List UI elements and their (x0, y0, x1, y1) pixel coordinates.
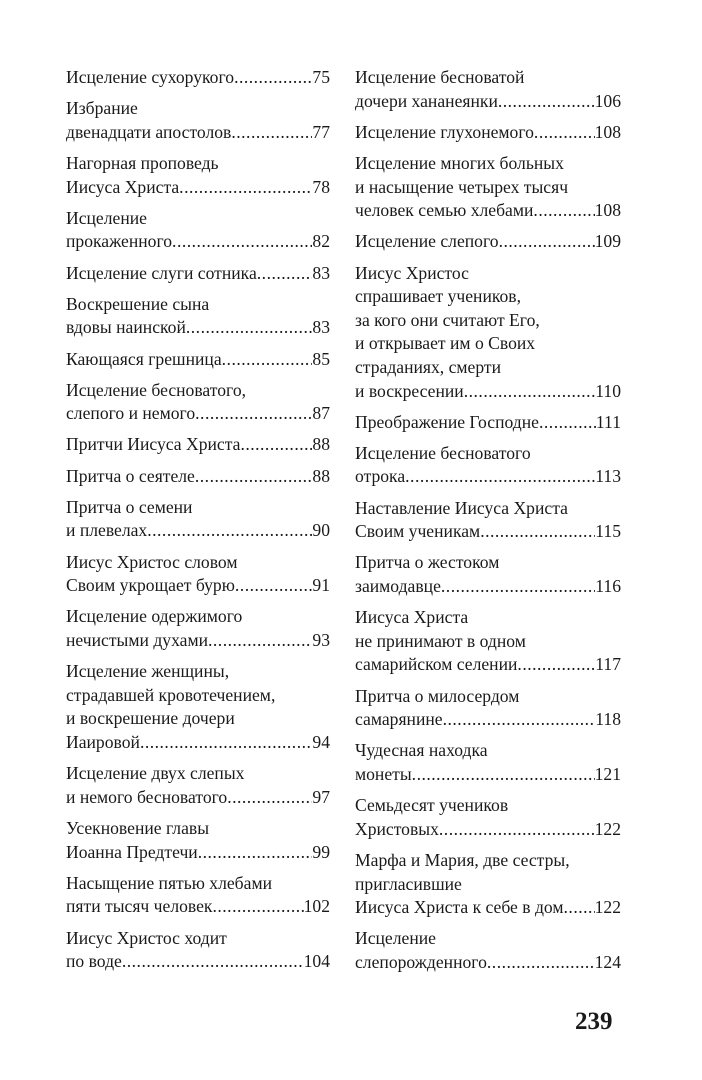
toc-entry-title-line: Иисус Христос ходит (66, 927, 227, 948)
dot-leader (443, 708, 596, 732)
toc-entry-title-line: Исцеление (355, 928, 436, 949)
toc-entry-page: 91 (312, 575, 330, 596)
toc-entry-page: 111 (595, 411, 621, 432)
dot-leader (227, 786, 312, 810)
dot-leader (172, 230, 312, 254)
toc-entry (355, 442, 621, 489)
dot-leader (539, 411, 596, 435)
toc-entry-last-line (66, 262, 330, 286)
toc-entry (355, 497, 621, 544)
dot-leader (186, 316, 313, 340)
toc-entry (355, 262, 621, 404)
toc-entry-last-line (355, 121, 621, 145)
toc-entry (66, 465, 330, 489)
toc-entry-title-line: Христовых (355, 818, 439, 839)
toc-entry-title-line: Кающаяся грешница (66, 348, 222, 369)
toc-entry (355, 121, 621, 145)
toc-entry-title-line: Исцеление женщины, (66, 661, 230, 682)
toc-entry-title-line: страдавшей кровотечением, (66, 684, 276, 705)
dot-leader (235, 574, 313, 598)
toc-entry-last-line (355, 708, 621, 732)
toc-entry-title-line: Исцеление многих больных (355, 152, 564, 173)
toc-entry-title-line: вдовы наинской (66, 317, 186, 338)
toc-entry-title-line: Иоанна Предтечи (66, 841, 198, 862)
toc-entry-page: 85 (312, 348, 330, 369)
toc-entry (355, 849, 621, 920)
dot-leader (198, 841, 313, 865)
toc-entry-title-line: Притча о милосердом (355, 685, 520, 706)
toc-entry-last-line (66, 316, 330, 340)
toc-entry-page: 104 (303, 951, 330, 972)
toc-entry-last-line (66, 786, 330, 810)
toc-entry-title-line: Исцеление бесноватой (355, 67, 525, 87)
dot-leader (412, 763, 595, 787)
toc-entry (66, 207, 330, 254)
toc-entry-page: 88 (312, 434, 330, 455)
toc-entry (66, 551, 330, 598)
toc-entry-last-line (355, 951, 621, 975)
toc-entry-page: 115 (595, 521, 621, 542)
toc-entry-page: 121 (594, 763, 621, 784)
toc-entry-last-line (355, 380, 621, 404)
dot-leader (179, 176, 312, 200)
toc-entry-title-line: Воскрешение сына (66, 293, 210, 314)
toc-entry-page: 117 (595, 654, 621, 675)
toc-entry-page: 97 (312, 786, 330, 807)
toc-entry-title-line: Иисус Христос словом (66, 551, 238, 572)
toc-entry-last-line (66, 895, 330, 919)
dot-leader (499, 230, 595, 254)
toc-entry-title-line: Притча о сеятеле (66, 465, 195, 486)
toc-entry-title-line: не принимают в одном (355, 630, 526, 651)
toc-entry-page: 116 (595, 576, 621, 597)
toc-entry-title-line: Притча о жестоком (355, 552, 500, 573)
toc-entry-last-line (66, 629, 330, 653)
toc-entry (66, 66, 330, 90)
toc-entry-last-line (66, 433, 330, 457)
toc-entry-page: 108 (594, 121, 621, 142)
toc-entry-page: 99 (312, 841, 330, 862)
toc-entry-title-line: человек семью хлебами (355, 200, 534, 221)
toc-entry (66, 817, 330, 864)
toc-entry-title-line: Марфа и Мария, две сестры, (355, 849, 570, 870)
dot-leader (231, 121, 312, 145)
toc-entry-last-line (66, 176, 330, 200)
toc-entry-title-line: и открывает им о Своих (355, 333, 536, 354)
toc-entry-page: 78 (312, 176, 330, 197)
toc-entry-page: 93 (312, 630, 330, 650)
toc-entry-title-line: Преображение Господне (355, 411, 539, 432)
toc-right-column (355, 66, 621, 982)
toc-entry-title-line: заимодавце (355, 576, 441, 597)
toc-entry-last-line (355, 896, 621, 920)
toc-entry (66, 152, 330, 199)
toc-entry-last-line (66, 519, 330, 543)
toc-entry (355, 411, 621, 435)
toc-entry-title-line: Исцеление глухонемого (355, 121, 534, 142)
toc-entry (355, 927, 621, 974)
toc-entry (66, 433, 330, 457)
toc-entry (355, 685, 621, 732)
toc-entry-title-line: Иисуса Христа (66, 176, 180, 197)
toc-entry-last-line (355, 763, 621, 787)
dot-leader (517, 653, 595, 677)
toc-entry-title-line: двенадцати апостолов (66, 121, 232, 142)
toc-entry-title-line: Исцеление одержимого (66, 606, 243, 627)
toc-entry-title-line: Насыщение пятью хлебами (66, 872, 272, 893)
dot-leader (498, 90, 595, 114)
toc-entry-title-line: Исцеление (66, 207, 147, 228)
toc-entry-title-line: Своим ученикам (355, 521, 481, 542)
dot-leader (534, 121, 595, 145)
dot-leader (195, 402, 312, 426)
toc-entry-title-line: Иисуса Христа к себе в дом (355, 897, 564, 918)
toc-entry-page: 77 (312, 121, 330, 142)
dot-leader (208, 629, 312, 653)
toc-entry-title-line: и плевелах (66, 520, 148, 541)
toc-entry-page: 109 (594, 231, 621, 252)
toc-entry-title-line: самарийском селении (355, 654, 518, 675)
dot-leader (222, 348, 313, 372)
dot-leader (564, 896, 595, 920)
toc-entry-title-line: Чудесная находка (355, 740, 488, 761)
toc-entry (66, 97, 330, 144)
toc-entry (66, 605, 330, 652)
toc-entry-last-line (66, 731, 330, 755)
toc-entry-last-line (66, 950, 330, 974)
toc-entry-page: 83 (312, 317, 330, 338)
toc-entry (66, 379, 330, 426)
toc-entry-title-line: и немого бесноватого (66, 786, 228, 807)
toc-entry (66, 660, 330, 754)
toc-entry-title-line: Притчи Иисуса Христа (66, 434, 241, 455)
toc-entry (66, 348, 330, 372)
toc-entry-title-line: прокаженного (66, 231, 173, 252)
toc-entry-title-line: Исцеление слепого (355, 231, 499, 252)
dot-leader (405, 465, 595, 489)
toc-entry-page: 108 (594, 200, 621, 221)
toc-entry-title-line: пригласившие (355, 873, 462, 894)
toc-entry (355, 739, 621, 786)
dot-leader (439, 818, 595, 842)
toc-entry (355, 794, 621, 841)
toc-entry-last-line (355, 818, 621, 842)
toc-entry-title-line: спрашивает учеников, (355, 286, 522, 307)
toc-entry (66, 872, 330, 919)
toc-entry-last-line (66, 121, 330, 145)
dot-leader (195, 465, 313, 489)
toc-entry (355, 230, 621, 254)
toc-entry-last-line (355, 465, 621, 489)
toc-entry-title-line: пяти тысяч человек (66, 896, 213, 917)
toc-entry-page: 90 (312, 520, 330, 541)
toc-entry-last-line (355, 411, 621, 435)
toc-entry-title-line: Иисуса Христа (355, 607, 469, 628)
toc-entry-last-line (66, 465, 330, 489)
toc-entry-last-line (66, 66, 330, 90)
dot-leader (257, 262, 313, 286)
dot-leader (487, 951, 595, 975)
toc-entry-title-line: Наставление Иисуса Христа (355, 497, 568, 518)
toc-entry-title-line: Усекновение главы (66, 817, 210, 838)
toc-entry-last-line (66, 841, 330, 865)
toc-entry-title-line: Избрание (66, 98, 138, 119)
toc-entry-last-line (355, 653, 621, 677)
toc-entry-last-line (355, 575, 621, 599)
toc-left-column (66, 66, 330, 981)
toc-entry (66, 293, 330, 340)
toc-entry-last-line (355, 199, 621, 223)
toc-entry-page: 106 (594, 90, 621, 111)
toc-entry-title-line: за кого они считают Его, (355, 309, 540, 330)
toc-entry-title-line: страданиях, смерти (355, 356, 502, 377)
dot-leader (234, 66, 312, 90)
toc-entry-title-line: Исцеление бесноватого, (66, 379, 247, 400)
toc-entry (66, 762, 330, 809)
toc-entry-page: 122 (594, 897, 621, 918)
toc-entry (355, 551, 621, 598)
page-number: 239 (575, 1008, 613, 1035)
toc-entry-page: 118 (595, 709, 621, 730)
toc-entry-page: 102 (303, 896, 330, 917)
toc-entry-page: 75 (312, 67, 330, 87)
toc-entry-title-line: по воде (66, 951, 122, 972)
dot-leader (140, 731, 312, 755)
toc-entry-title-line: Исцеление слуги сотника (66, 262, 257, 283)
toc-entry-last-line (66, 574, 330, 598)
toc-entry-title-line: Исцеление двух слепых (66, 763, 245, 784)
dot-leader (480, 520, 595, 544)
toc-entry-title-line: монеты (355, 763, 412, 784)
toc-entry-page: 87 (312, 403, 330, 424)
toc-entry-page: 94 (312, 731, 330, 752)
toc-entry-page: 122 (594, 818, 621, 839)
dot-leader (441, 575, 595, 599)
dot-leader (122, 950, 304, 974)
toc-entry-title-line: Исцеление бесноватого (355, 442, 531, 463)
toc-entry-page: 110 (595, 380, 621, 401)
dot-leader (212, 895, 303, 919)
toc-entry-last-line (355, 90, 621, 114)
toc-entry (355, 66, 621, 113)
toc-entry (355, 152, 621, 223)
toc-entry-title-line: дочери хананеянки (355, 90, 498, 111)
toc-entry-title-line: Исцеление сухорукого (66, 67, 235, 87)
toc-entry-title-line: слепого и немого (66, 403, 196, 424)
toc-entry-page: 82 (312, 231, 330, 252)
toc-entry-title-line: слепорожденного (355, 951, 487, 972)
toc-entry-last-line (66, 348, 330, 372)
toc-entry (66, 927, 330, 974)
toc-entry-title-line: нечистыми духами (66, 630, 208, 650)
toc-entry-title-line: Нагорная проповедь (66, 152, 219, 173)
toc-entry (66, 262, 330, 286)
toc-entry-title-line: и насыщение четырех тысяч (355, 176, 569, 197)
dot-leader (464, 380, 596, 404)
toc-entry-last-line (66, 230, 330, 254)
toc-entry-page: 113 (595, 466, 621, 487)
toc-entry-page: 88 (312, 465, 330, 486)
toc-entry-last-line (355, 230, 621, 254)
toc-entry-page: 83 (312, 262, 330, 283)
toc-entry-title-line: Притча о семени (66, 496, 193, 517)
toc-entry-title-line: и воскресении (355, 380, 464, 401)
toc-entry-title-line: самарянине (355, 709, 443, 730)
toc-entry-last-line (355, 520, 621, 544)
toc-entry (66, 496, 330, 543)
toc-entry-last-line (66, 402, 330, 426)
toc-entry-title-line: Своим укрощает бурю (66, 575, 235, 596)
toc-entry-title-line: Иисус Христос (355, 262, 469, 283)
toc-entry-title-line: и воскрешение дочери (66, 708, 235, 729)
dot-leader (240, 433, 312, 457)
dot-leader (147, 519, 312, 543)
toc-entry-page: 124 (594, 951, 621, 972)
toc-entry-title-line: Иаировой (66, 731, 140, 752)
toc-entry-title-line: отрока (355, 466, 406, 487)
toc-entry (355, 606, 621, 677)
toc-entry-title-line: Семьдесят учеников (355, 795, 509, 816)
dot-leader (533, 199, 594, 223)
